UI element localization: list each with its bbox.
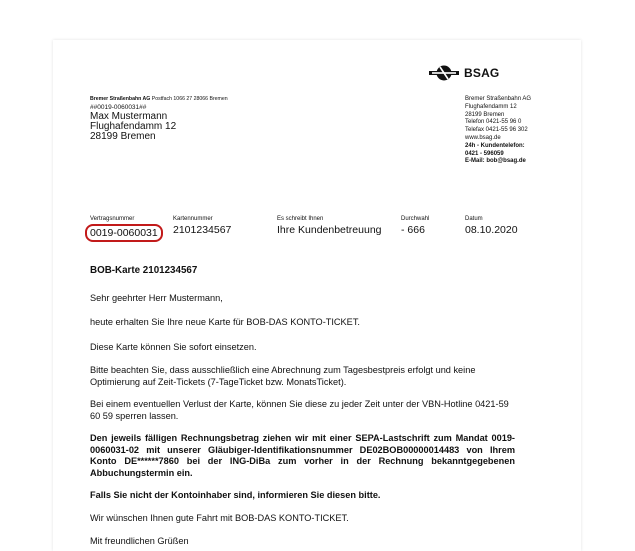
paragraph-good-trip: Wir wünschen Ihnen gute Fahrt mit BOB-DAS KONTO-TICKET.: [90, 513, 349, 523]
meta-extension: [401, 216, 429, 236]
paragraph-account-holder: Falls Sie nicht der Kontoinhaber sind, informieren Sie diesen bitte.: [90, 490, 381, 500]
company-info: [465, 96, 531, 166]
contract-number: 0019-0060031: [85, 224, 163, 242]
card-number: 2101234567: [173, 224, 232, 236]
date-label: Datum: [465, 216, 483, 222]
company-fax: Telefax 0421-55 96 302: [465, 127, 528, 134]
recipient-street: Flughafendamm 12: [90, 121, 177, 132]
company-hotline: 0421 - 596059: [465, 150, 504, 157]
sender-address: Postfach 1066 27 28066 Bremen: [151, 96, 228, 102]
bsag-logo-icon: [428, 64, 460, 82]
contract-label: Vertragsnummer: [90, 216, 135, 222]
writer-value: Ihre Kundenbetreuung: [277, 224, 382, 236]
extension-label: Durchwahl: [401, 216, 430, 222]
company-street: Flughafendamm 12: [465, 103, 517, 110]
meta-card: [173, 216, 231, 236]
letter-subject: BOB-Karte 2101234567: [90, 265, 198, 276]
company-name: Bremer Straßenbahn AG: [465, 96, 532, 102]
sender-return-address: [90, 96, 228, 102]
closing: Mit freundlichen Grüßen: [90, 536, 189, 546]
recipient-code: ##0019-0060031##: [90, 104, 147, 111]
salutation: Sehr geehrter Herr Mustermann,: [90, 293, 223, 303]
company-city: 28199 Bremen: [465, 111, 505, 118]
meta-date: [465, 216, 518, 236]
paragraph-sepa-mandate: Den jeweils fälligen Rechnungsbetrag ziehen wir mit einer SEPA-Lastschrift zum Mandat 0019-0060031-02 mit unserer Gläubiger-Identifikationsnummer DE02BOB00000014483 von Ihrem Konto DE******7860 bei der ING-DiBa zum vorher in der Rechnung bekanntgegebenen Abbuchungstermin ein.: [90, 433, 515, 478]
company-email: E-Mail: bob@bsag.de: [465, 158, 526, 165]
paragraph-new-card: heute erhalten Sie Ihre neue Karte für BOB-DAS KONTO-TICKET.: [90, 317, 360, 327]
company-web: www.bsag.de: [465, 134, 501, 141]
paragraph-billing-note: Bitte beachten Sie, dass ausschließlich eine Abrechnung zum Tagesbestpreis erfolgt und keine Optimierung auf Zeit-Tickets (7-TageTicket bzw. MonatsTicket).: [90, 365, 476, 387]
meta-contract: [90, 216, 163, 242]
card-label: Kartennummer: [173, 216, 213, 222]
paragraph-card-loss: Bei einem eventuellen Verlust der Karte, können Sie diese zu jeder Zeit unter der VBN-Hotline 0421-59 60 59 sperren lassen.: [90, 399, 509, 421]
recipient-address: [90, 104, 176, 142]
company-phone: Telefon 0421-55 96 0: [465, 119, 522, 126]
sender-company: Bremer Straßenbahn AG: [90, 96, 151, 102]
paragraph-use-now: Diese Karte können Sie sofort einsetzen.: [90, 342, 257, 352]
recipient-city: 28199 Bremen: [90, 131, 156, 142]
extension-value: - 666: [401, 224, 425, 236]
writer-label: Es schreibt Ihnen: [277, 216, 324, 222]
date-value: 08.10.2020: [465, 224, 518, 236]
company-hotline-label: 24h - Kundentelefon:: [465, 142, 525, 149]
logo-text: BSAG: [464, 66, 500, 80]
bsag-logo: [428, 64, 499, 82]
recipient-name: Max Mustermann: [90, 111, 168, 122]
meta-writer: [277, 216, 382, 236]
